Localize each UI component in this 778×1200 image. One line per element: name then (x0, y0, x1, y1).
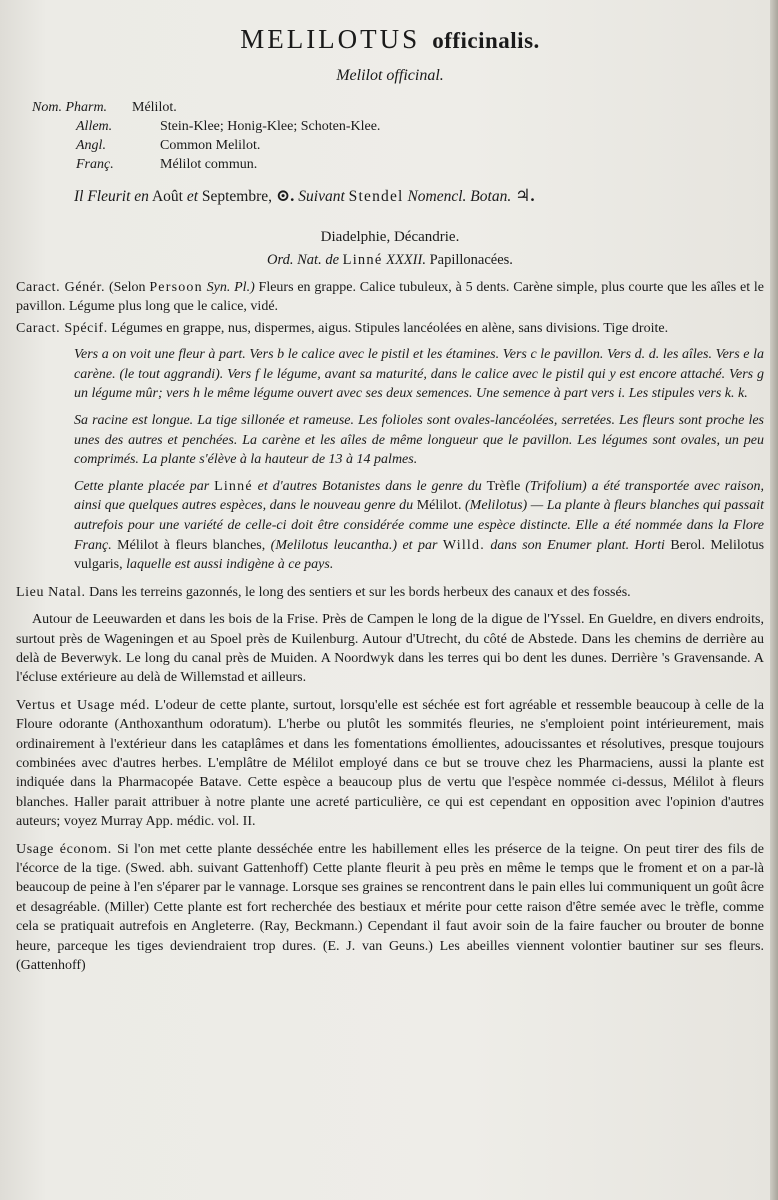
order-author: Linné (342, 252, 383, 268)
natural-order-line (16, 251, 764, 270)
vernacular-names (16, 98, 764, 174)
flowering-ref: Nomencl. Botan. (407, 188, 512, 205)
title-genus: MELILOTUS (240, 24, 421, 54)
flowering-month: Septembre, (201, 188, 273, 205)
order-label: Ord. Nat. de (267, 252, 340, 268)
classification-line: Diadelphie, Décandrie. (320, 229, 460, 245)
author-name: Persoon (149, 280, 203, 295)
species-name: Melilotus vulgaris, (74, 537, 765, 573)
perennial-symbol: ♃. (515, 186, 535, 205)
note-text: et d'autres Botanistes dans le genre du (257, 478, 482, 494)
name-value: Mélilot. (132, 100, 177, 115)
note-text: (Melilotus leucantha.) et par (270, 537, 438, 553)
section-label: Caract. Génér. (16, 280, 106, 295)
note-text: (Trifolium) a été transportée avec raison, ainsi que quelques autres espèces, dans le nouveau genre du (74, 478, 764, 514)
para-text: Légumes en grappe, nus, dispermes, aigus. Stipules lancéolées en alène, sans divisions. Tige droite. (111, 320, 669, 336)
name-row-allem (76, 117, 764, 136)
taxonomy-note (74, 477, 764, 575)
reference: Berol. (670, 537, 705, 553)
genus-name: Trèfle (486, 478, 521, 494)
note-text: Cette plante placée par (74, 478, 210, 494)
vertus-paragraph (16, 696, 764, 832)
usage-econom-paragraph (16, 840, 764, 976)
name-row-pharm (32, 98, 764, 117)
author-name: Willd. (442, 537, 485, 553)
flowering-author: Stendel (348, 188, 404, 205)
name-value: Common Melilot. (160, 138, 261, 153)
caract-specif-paragraph (16, 319, 764, 338)
note-text: laquelle est aussi indigène à ce pays. (126, 557, 334, 573)
name-value: Mélilot commun. (160, 157, 258, 172)
name-lang: Angl. (76, 138, 106, 153)
section-label: Vertus et Usage méd. (16, 697, 151, 713)
name-row-angl (76, 136, 764, 155)
para-text: Fleurs en grappe. Calice tubuleux, à 5 dents. Carène simple, plus courte que les aîles et le pavillon. Légume plus long que le calice, vidé. (16, 280, 765, 315)
para-text: (Selon (108, 280, 146, 295)
note-text: (Melilotus) — La plante à fleurs blanches qui passait autrefois pour une variété de celle-ci doit être considérée comme une espèce distincte. Elle a été nommée dans la Flore Franç. (74, 498, 765, 553)
section-label: Usage économ. (16, 841, 112, 857)
para-text: Si l'on met cette plante desséchée entre les habillement elles les préserce de la teigne. On peut tirer des fils de l'écorce de la tige. (Swed. abh. suivant Gattenhoff) Cette plante fleurit à peu près en même le temps que le froment et on a par-là beaucoup de peine à l'en s'éparer par le vannage. Lorsque ses graines se rencontrent dans le pain elles lui communiquent un goût âcre et desagréable. (Miller) Cette plante est fort recherchée des bestiaux et mérite pour cette raison d'être semée avec le trèfle, comme cela se pratiquait autrefois en Angleterre. (Ray, Beckmann.) Cependant il faut avoir soin de la faire faucher ou brouter de bonne heure, parceque les tiges deviendraient trop dures. (E. J. van Geuns.) Les abeilles viennent volontier bautiner sur ses fleurs. (Gattenhoff) (16, 841, 765, 974)
para-text: L'odeur de cette plante, surtout, lorsqu'elle est séchée est fort agréable et ressemble beaucoup à celle de la Floure odorante (Anthoxanthum odoratum). L'herbe ou plutôt les sommités fleuries, ne s'emploient point intérieurement, mais ordinairement à l'extérieur dans les cataplâmes et dans les fomentations émollientes, adoucissantes et résolutives, presque toujours combinées avec d'autres herbes. L'emplâtre de Mélilot employé dans ce but se trouve chez les Pharmaciens, aussi la plante est indiquée dans la Pharmacopée Batave. Cette espèce a beaucoup plus de vertu que l'espèce nommée ci-dessus, Mélilot à fleurs blanches. Haller parait attribuer à notre plante une acreté particulière, ce qui est cependant en opposition avec l'opinion d'autres auteurs; voyez Murray App. médic. vol. II. (16, 697, 765, 830)
flowering-text: Suivant (298, 188, 345, 205)
name-lang: Franç. (76, 157, 114, 172)
genus-name: Mélilot. (416, 498, 462, 514)
caract-gener-paragraph (16, 278, 764, 317)
name-value: Stein-Klee; Honig-Klee; Schoten-Klee. (160, 119, 381, 134)
author-name: Linné (214, 478, 253, 494)
flowering-text: Il Fleurit en (74, 188, 149, 205)
section-label: Caract. Spécif. (16, 320, 108, 336)
flowering-month: Août (151, 188, 183, 205)
page-title (16, 24, 764, 56)
plant-description: Sa racine est longue. La tige sillonée et rameuse. Les folioles sont ovales-lancéolées, serretées. Les fleurs sont proche les unes des autres et penchées. La carène et les aîles de même longueur que le pavillon. Les légumes sont ovales, un peu comprimés. La plante s'élève à la hauteur de 13 à 14 palmes. (74, 413, 764, 468)
page-subtitle: Melilot officinal. (336, 67, 444, 84)
book-spine-edge (770, 0, 778, 1200)
section-label: Lieu Natal. (16, 584, 86, 600)
title-species: officinalis. (432, 28, 540, 53)
flowering-line (74, 186, 764, 207)
figure-explanation: Vers a on voit une fleur à part. Vers b le calice avec le pistil et les étamines. Vers c le pavillon. Vers d. d. les aîles. Vers e la carène. (le tout aggrandi). Vers f le légume, avant sa maturité, dans le calice avec le pistil qui y est encore attaché. Vers g un légume mûr; vers h le même légume ouvert avec ses deux semences. Une semence à part vers i. Les stipules vers k. k. (74, 347, 764, 402)
note-text: dans son Enumer plant. Horti (490, 537, 665, 553)
lieu-natal-paragraph (16, 583, 764, 602)
name-row-franc (76, 155, 764, 174)
species-name: Mélilot à fleurs blanches, (117, 537, 266, 553)
name-lang: Nom. Pharm. (32, 100, 108, 115)
order-family: Papillonacées. (429, 252, 513, 268)
annual-symbol: ⊙. (275, 186, 295, 205)
para-text: Dans les terreins gazonnés, le long des sentiers et sur les bords herbeux des canaux et des fossés. (89, 584, 631, 600)
order-number: XXXII. (386, 252, 426, 268)
reference: Syn. Pl.) (206, 280, 255, 295)
flowering-text: et (186, 188, 198, 205)
name-lang: Allem. (76, 119, 113, 134)
localities-paragraph: Autour de Leeuwarden et dans les bois de la Frise. Près de Campen le long de la digue de l'Yssel. En Gueldre, en divers endroits, surtout près de Wageningen et au Spoel près de Kuilenburg. Autour d'Utrecht, du côté de Abstede. Dans les chemins de derrière au delà de Beverwyk. Le long du canal près de Muiden. A Noordwyk dans les terres qui bo dent les dunes. Derrière 's Gravensande. A l'écluse extérieure au delà de Willemstad et ailleurs. (16, 612, 764, 686)
